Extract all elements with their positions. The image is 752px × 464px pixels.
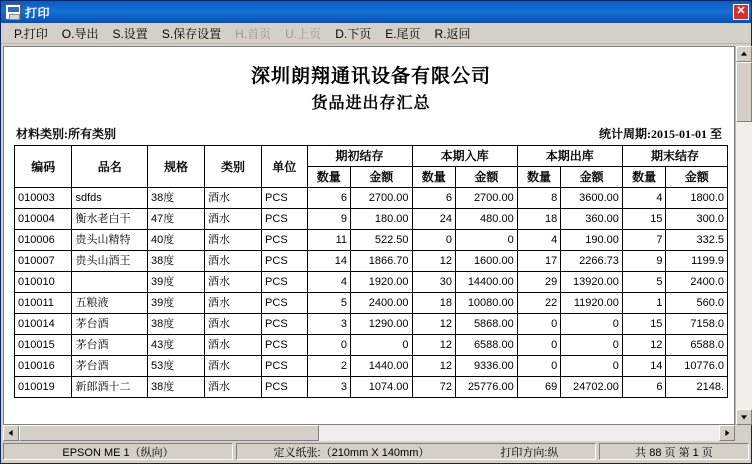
cell-name: 五粮液 <box>72 293 148 314</box>
report-meta <box>16 125 722 142</box>
cell-unit: PCS <box>262 293 307 314</box>
vertical-scrollbar[interactable] <box>735 46 751 425</box>
cell-code: 010019 <box>15 377 72 398</box>
cell-spec: 53度 <box>147 356 204 377</box>
header-begin-qty: 数量 <box>307 167 351 188</box>
report-period-label: 统计周期:2015-01-01 至 <box>599 127 722 141</box>
status-print-direction: 打印方向:纵 <box>500 446 559 459</box>
cell-in-qty: 24 <box>412 209 456 230</box>
horizontal-scrollbar[interactable] <box>3 425 751 441</box>
cell-end-amt: 2400.0 <box>666 272 728 293</box>
cell-in-amt: 480.00 <box>456 209 518 230</box>
header-begin-amt: 金额 <box>351 167 412 188</box>
cell-begin-qty: 0 <box>307 335 351 356</box>
cell-begin-amt: 1440.00 <box>351 356 412 377</box>
cell-unit: PCS <box>262 377 307 398</box>
cell-end-qty: 7 <box>622 230 666 251</box>
cell-in-amt: 2700.00 <box>456 188 518 209</box>
cell-out-amt: 24702.00 <box>561 377 623 398</box>
cell-out-qty: 0 <box>517 335 561 356</box>
cell-begin-amt: 0 <box>351 335 412 356</box>
cell-end-amt: 2148. <box>666 377 728 398</box>
cell-spec: 39度 <box>147 293 204 314</box>
table-body <box>15 188 728 398</box>
cell-spec: 38度 <box>147 377 204 398</box>
cell-end-qty: 1 <box>622 293 666 314</box>
table-row <box>15 209 728 230</box>
cell-in-qty: 0 <box>412 230 456 251</box>
cell-code: 010015 <box>15 335 72 356</box>
cell-out-qty: 29 <box>517 272 561 293</box>
cell-end-qty: 6 <box>622 377 666 398</box>
cell-out-amt: 190.00 <box>561 230 623 251</box>
cell-in-amt: 1600.00 <box>456 251 518 272</box>
cell-out-amt: 11920.00 <box>561 293 623 314</box>
cell-in-qty: 12 <box>412 251 456 272</box>
table-row <box>15 293 728 314</box>
cell-out-qty: 8 <box>517 188 561 209</box>
cell-in-amt: 9336.00 <box>456 356 518 377</box>
header-code: 编码 <box>15 146 72 188</box>
scroll-left-icon[interactable] <box>3 425 19 441</box>
cell-out-qty: 0 <box>517 314 561 335</box>
cell-name: 茅台酒 <box>72 314 148 335</box>
cell-unit: PCS <box>262 335 307 356</box>
cell-unit: PCS <box>262 356 307 377</box>
scroll-right-icon[interactable] <box>719 425 735 441</box>
table-row <box>15 335 728 356</box>
cell-category: 酒水 <box>205 188 262 209</box>
status-bar <box>1 441 751 463</box>
scroll-up-icon[interactable] <box>736 46 752 62</box>
header-name: 品名 <box>72 146 148 188</box>
cell-spec: 38度 <box>147 251 204 272</box>
cell-begin-amt: 522.50 <box>351 230 412 251</box>
cell-out-amt: 0 <box>561 335 623 356</box>
printer-icon <box>5 4 21 20</box>
close-icon[interactable]: ✕ <box>733 4 749 20</box>
title-bar <box>1 1 751 23</box>
cell-in-amt: 5868.00 <box>456 314 518 335</box>
menu-export[interactable]: O.导出 <box>61 26 99 41</box>
cell-spec: 43度 <box>147 335 204 356</box>
cell-unit: PCS <box>262 209 307 230</box>
menu-first-page: H.首页 <box>235 26 272 41</box>
cell-spec: 38度 <box>147 314 204 335</box>
cell-end-amt: 1800.0 <box>666 188 728 209</box>
cell-begin-qty: 5 <box>307 293 351 314</box>
cell-category: 酒水 <box>205 356 262 377</box>
cell-end-amt: 560.0 <box>666 293 728 314</box>
header-group-in: 本期入库 <box>412 146 517 167</box>
table-row <box>15 377 728 398</box>
cell-spec: 47度 <box>147 209 204 230</box>
cell-in-amt: 6588.00 <box>456 335 518 356</box>
cell-spec: 39度 <box>147 272 204 293</box>
cell-out-qty: 69 <box>517 377 561 398</box>
cell-unit: PCS <box>262 272 307 293</box>
table-row <box>15 314 728 335</box>
header-end-qty: 数量 <box>622 167 666 188</box>
cell-end-qty: 15 <box>622 209 666 230</box>
table-row <box>15 272 728 293</box>
cell-code: 010010 <box>15 272 72 293</box>
menu-save-setup[interactable]: S.保存设置 <box>161 26 222 41</box>
table-row <box>15 188 728 209</box>
table-row <box>15 356 728 377</box>
cell-begin-amt: 1920.00 <box>351 272 412 293</box>
vscroll-track[interactable] <box>736 62 752 409</box>
cell-begin-qty: 3 <box>307 314 351 335</box>
cell-begin-qty: 9 <box>307 209 351 230</box>
cell-category: 酒水 <box>205 314 262 335</box>
cell-name <box>72 272 148 293</box>
report-table <box>14 145 728 398</box>
table-head <box>15 146 728 188</box>
cell-end-qty: 9 <box>622 251 666 272</box>
menu-last-page[interactable]: E.尾页 <box>385 26 421 41</box>
cell-category: 酒水 <box>205 272 262 293</box>
cell-in-qty: 12 <box>412 356 456 377</box>
cell-category: 酒水 <box>205 293 262 314</box>
cell-end-amt: 6588.0 <box>666 335 728 356</box>
cell-in-amt: 0 <box>456 230 518 251</box>
cell-in-amt: 14400.00 <box>456 272 518 293</box>
status-paper-group <box>236 443 596 460</box>
cell-out-qty: 17 <box>517 251 561 272</box>
cell-begin-amt: 2700.00 <box>351 188 412 209</box>
cell-category: 酒水 <box>205 230 262 251</box>
header-category: 类别 <box>205 146 262 188</box>
cell-spec: 40度 <box>147 230 204 251</box>
cell-end-qty: 12 <box>622 335 666 356</box>
cell-begin-qty: 4 <box>307 272 351 293</box>
cell-unit: PCS <box>262 230 307 251</box>
cell-end-qty: 15 <box>622 314 666 335</box>
header-out-qty: 数量 <box>517 167 561 188</box>
menu-print[interactable]: P.打印 <box>14 26 48 41</box>
scrollbar-corner <box>735 425 751 441</box>
cell-spec: 38度 <box>147 188 204 209</box>
cell-name: 衡水老白干 <box>72 209 148 230</box>
cell-name: 贵头山精特 <box>72 230 148 251</box>
cell-end-amt: 10776.0 <box>666 356 728 377</box>
cell-code: 010004 <box>15 209 72 230</box>
cell-category: 酒水 <box>205 377 262 398</box>
table-row <box>15 230 728 251</box>
hscroll-track[interactable] <box>19 425 719 441</box>
table-row <box>15 251 728 272</box>
cell-out-qty: 4 <box>517 230 561 251</box>
cell-out-amt: 13920.00 <box>561 272 623 293</box>
menu-prev-page: U.上页 <box>285 26 322 41</box>
menu-next-page[interactable]: D.下页 <box>335 26 372 41</box>
cell-name: 茅台酒 <box>72 356 148 377</box>
header-group-begin: 期初结存 <box>307 146 412 167</box>
cell-end-amt: 1199.9 <box>666 251 728 272</box>
cell-name: 贵头山酒王 <box>72 251 148 272</box>
menu-return[interactable]: R.返回 <box>434 26 471 41</box>
cell-begin-amt: 1290.00 <box>351 314 412 335</box>
report-page <box>3 46 735 425</box>
cell-begin-qty: 11 <box>307 230 351 251</box>
cell-in-amt: 25776.00 <box>456 377 518 398</box>
cell-category: 酒水 <box>205 335 262 356</box>
cell-in-qty: 12 <box>412 335 456 356</box>
cell-out-qty: 18 <box>517 209 561 230</box>
menu-bar <box>1 23 751 44</box>
cell-in-qty: 72 <box>412 377 456 398</box>
report-company-title: 深圳朗翔通讯设备有限公司 <box>250 66 491 87</box>
report-category-label: 材料类别:所有类别 <box>16 127 116 141</box>
cell-in-qty: 12 <box>412 314 456 335</box>
status-paper-size: 定义纸张:（210mm X 140mm） <box>273 446 430 459</box>
cell-code: 010007 <box>15 251 72 272</box>
cell-begin-qty: 6 <box>307 188 351 209</box>
cell-end-qty: 5 <box>622 272 666 293</box>
cell-code: 010006 <box>15 230 72 251</box>
cell-category: 酒水 <box>205 251 262 272</box>
cell-begin-qty: 14 <box>307 251 351 272</box>
scroll-down-icon[interactable] <box>736 409 752 425</box>
cell-unit: PCS <box>262 314 307 335</box>
header-unit: 单位 <box>262 146 307 188</box>
cell-begin-amt: 180.00 <box>351 209 412 230</box>
cell-category: 酒水 <box>205 209 262 230</box>
cell-in-qty: 30 <box>412 272 456 293</box>
window-title: 打印 <box>25 5 51 20</box>
window-buttons <box>733 4 749 20</box>
cell-end-amt: 300.0 <box>666 209 728 230</box>
cell-begin-amt: 1866.70 <box>351 251 412 272</box>
cell-code: 010011 <box>15 293 72 314</box>
cell-begin-amt: 2400.00 <box>351 293 412 314</box>
menu-setup[interactable]: S.设置 <box>112 26 148 41</box>
header-group-end: 期末结存 <box>622 146 727 167</box>
status-printer: EPSON ME 1（纵向） <box>3 443 233 460</box>
cell-end-amt: 332.5 <box>666 230 728 251</box>
cell-in-qty: 6 <box>412 188 456 209</box>
cell-out-amt: 360.00 <box>561 209 623 230</box>
report-subtitle: 货品进出存汇总 <box>311 95 431 112</box>
header-group-out: 本期出库 <box>517 146 622 167</box>
cell-begin-amt: 1074.00 <box>351 377 412 398</box>
table-header-row-1 <box>15 146 728 167</box>
cell-code: 010014 <box>15 314 72 335</box>
cell-code: 010003 <box>15 188 72 209</box>
header-end-amt: 金额 <box>666 167 728 188</box>
header-out-amt: 金额 <box>561 167 623 188</box>
cell-out-qty: 0 <box>517 356 561 377</box>
cell-unit: PCS <box>262 188 307 209</box>
cell-code: 010016 <box>15 356 72 377</box>
cell-out-amt: 0 <box>561 356 623 377</box>
header-in-amt: 金额 <box>456 167 518 188</box>
cell-begin-qty: 2 <box>307 356 351 377</box>
cell-name: 新郎酒十二 <box>72 377 148 398</box>
vscroll-thumb[interactable] <box>736 62 752 122</box>
cell-out-qty: 22 <box>517 293 561 314</box>
header-spec: 规格 <box>147 146 204 188</box>
cell-out-amt: 0 <box>561 314 623 335</box>
cell-in-qty: 18 <box>412 293 456 314</box>
cell-out-amt: 2266.73 <box>561 251 623 272</box>
cell-end-qty: 14 <box>622 356 666 377</box>
cell-end-qty: 4 <box>622 188 666 209</box>
cell-name: 茅台酒 <box>72 335 148 356</box>
header-in-qty: 数量 <box>412 167 456 188</box>
cell-name: sdfds <box>72 188 148 209</box>
cell-end-amt: 7158.0 <box>666 314 728 335</box>
hscroll-thumb[interactable] <box>19 425 319 441</box>
cell-in-amt: 10080.00 <box>456 293 518 314</box>
cell-begin-qty: 3 <box>307 377 351 398</box>
cell-unit: PCS <box>262 251 307 272</box>
preview-client-area <box>1 44 751 425</box>
status-page-count: 共 88 页 第 1 页 <box>599 443 749 460</box>
cell-out-amt: 3600.00 <box>561 188 623 209</box>
